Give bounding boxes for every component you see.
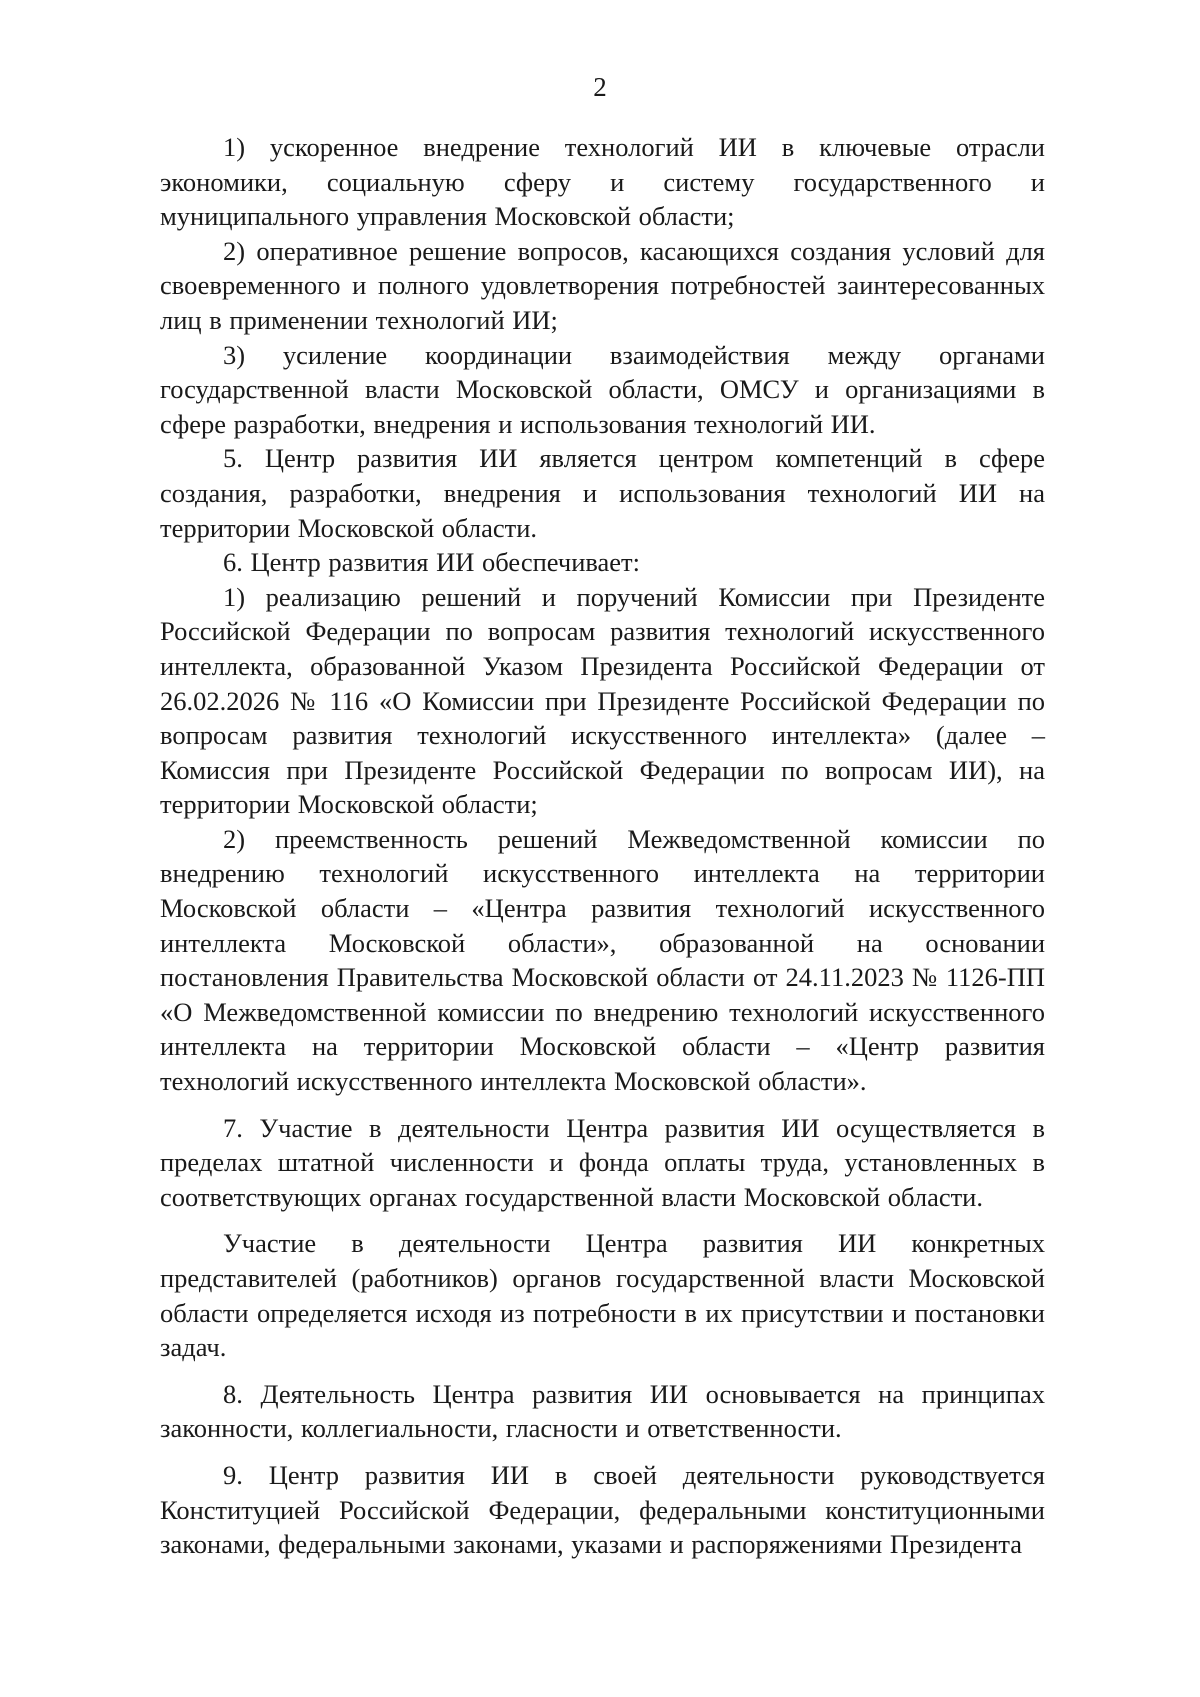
- paragraph-item-1: 1) ускоренное внедрение технологий ИИ в ключевые отрасли экономики, социальную сферу и систему государственного и муниципального управления Московской области;: [160, 132, 1045, 232]
- page-number: 2: [593, 72, 607, 102]
- document-body: [160, 130, 1045, 1562]
- paragraph-5: 5. Центр развития ИИ является центром компетенций в сфере создания, разработки, внедрения и использования технологий ИИ на территории Московской области.: [160, 443, 1045, 543]
- paragraph-7-continued: Участие в деятельности Центра развития ИИ конкретных представителей (работников) органов государственной власти Московской области определяется исходя из потребности в их присутствии и постановки задач.: [160, 1228, 1045, 1363]
- paragraph-item-3: 3) усиление координации взаимодействия между органами государственной власти Московской области, ОМСУ и организациями в сфере разработки, внедрения и использования технологий ИИ.: [160, 339, 1045, 439]
- paragraph-6: 6. Центр развития ИИ обеспечивает:: [223, 547, 641, 578]
- paragraph-item-2: 2) оперативное решение вопросов, касающихся создания условий для своевременного и полного удовлетворения потребностей заинтересованных лиц в применении технологий ИИ;: [160, 235, 1045, 335]
- paragraph-8: 8. Деятельность Центра развития ИИ основывается на принципах законности, коллегиальности, гласности и ответственности.: [160, 1378, 1045, 1444]
- paragraph-7: 7. Участие в деятельности Центра развития ИИ осуществляется в пределах штатной численности и фонда оплаты труда, установленных в соответствующих органах государственной власти Московской области.: [160, 1112, 1045, 1212]
- paragraph-6-item-1: 1) реализацию решений и поручений Комиссии при Президенте Российской Федерации по вопросам развития технологий искусственного интеллекта, образованной Указом Президента Российской Федерации от 26.02.2026 № 116 «О Комиссии при Президенте Российской Федерации по вопросам развития технологий искусственного интеллекта» (далее – Комиссия при Президенте Российской Федерации по вопросам ИИ), на территории Московской области;: [160, 581, 1045, 820]
- paragraph-6-item-2: 2) преемственность решений Межведомственной комиссии по внедрению технологий искусственного интеллекта на территории Московской области – «Центра развития технологий искусственного интеллекта Московской области», образованной на основании постановления Правительства Московской области от 24.11.2023 № 1126-ПП «О Межведомственной комиссии по внедрению технологий искусственного интеллекта на территории Московской области – «Центр развития технологий искусственного интеллекта Московской области».: [160, 823, 1045, 1097]
- paragraph-9: 9. Центр развития ИИ в своей деятельности руководствуется Конституцией Российской Федерации, федеральными конституционными законами, федеральными законами, указами и распоряжениями Президента: [160, 1459, 1045, 1560]
